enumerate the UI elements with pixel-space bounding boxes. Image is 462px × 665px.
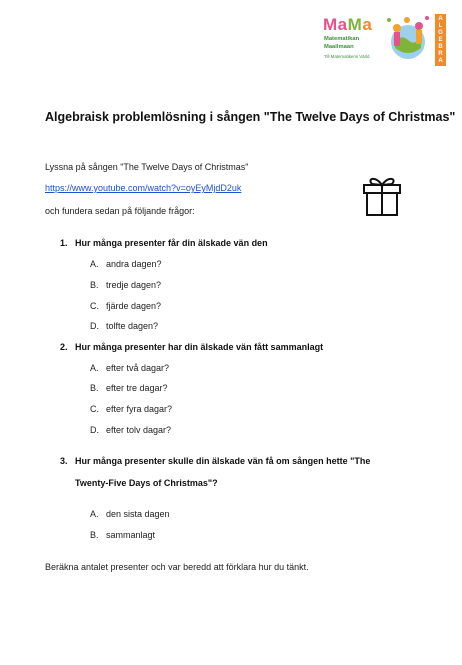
question-number: 3. [60,456,68,466]
logo-brand: MaMa [323,15,373,34]
question-number: 1. [60,238,68,248]
option-3b: B. sammanlagt [90,530,156,540]
youtube-link[interactable]: https://www.youtube.com/watch?v=oyEyMjdD2uk [45,183,242,193]
option-1c: C. fjärde dagen? [90,301,162,311]
option-2a: A. efter två dagar? [90,363,170,373]
option-2c: C. efter fyra dagar? [90,404,173,414]
option-3a: A. den sista dagen [90,509,170,519]
question-text: Hur många presenter skulle din älskade vän få om sången hette "The [75,456,371,466]
option-1d: D. tolfte dagen? [90,321,159,331]
question-3 [60,456,370,466]
page-title: Algebraisk problemlösning i sången "The Twelve Days of Christmas" [45,110,456,124]
option-1b: B. tredje dagen? [90,280,162,290]
logo-line-1: Matematikan [324,36,360,42]
question-text: Hur många presenter har din älskade vän fått sammanlagt [75,342,324,352]
question-2 [60,342,323,352]
logo-algebra-tag: A L G E B R A [435,14,446,66]
gift-icon [360,173,404,217]
question-1 [60,238,268,248]
intro-text: Lyssna på sången "The Twelve Days of Christmas" [45,162,249,172]
closing-instruction: Beräkna antalet presenter och var beredd att förklara hur du tänkt. [45,562,309,572]
question-3-continued: Twenty-Five Days of Christmas"? [75,478,218,488]
option-1a: A. andra dagen? [90,259,162,269]
mama-logo [323,12,449,68]
option-2b: B. efter tre dagar? [90,383,168,393]
logo-illustration [383,12,433,68]
intro-instruction: och fundera sedan på följande frågor: [45,206,195,216]
logo-line-3: Till Matematikens Värld [324,54,370,59]
question-number: 2. [60,342,68,352]
question-text: Hur många presenter får din älskade vän den [75,238,268,248]
option-2d: D. efter tolv dagar? [90,425,172,435]
logo-line-2: Maailmaan [324,44,354,50]
